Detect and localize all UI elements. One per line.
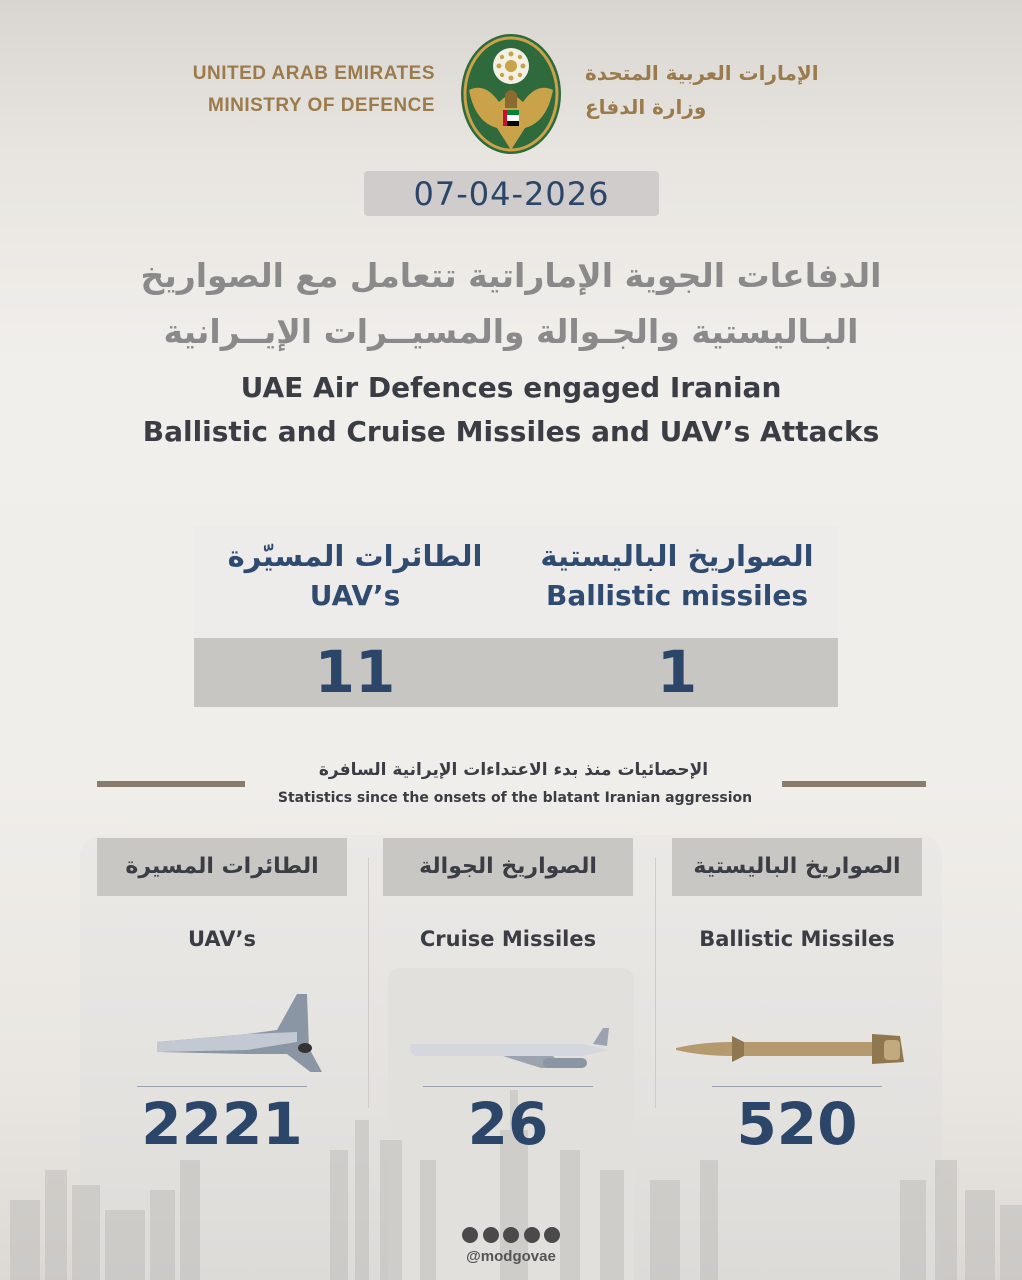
cumulative-uav-label-ar: الطائرات المسيرة [97,838,347,896]
cumulative-ballistic-count: 520 [736,1090,858,1158]
stats-heading-en: Statistics since the onsets of the blatant Iranian aggression [277,790,753,806]
cumulative-cruise [383,838,633,1159]
ministry-emblem-icon [455,32,567,162]
cumulative-uav-separator [137,1086,307,1087]
headline-en-line1: UAE Air Defences engaged Iranian [240,371,782,404]
cumulative-ballistic-label-ar: الصواريخ الباليستية [672,838,922,896]
org-line-country-ar: الإمارات العربية المتحدة [585,61,819,85]
youtube-icon[interactable] [503,1227,519,1243]
stats-heading-ar: الإحصائيات منذ بدء الاعتداءات الإيرانية السافرة [318,760,709,780]
headline-ar [80,248,942,360]
drone-icon [97,972,347,1072]
date-badge: 07-04-2026 [364,171,659,216]
today-ballistic-label-ar: الصواريخ الباليستية [540,539,814,573]
social-handle[interactable]: @modgovae [466,1248,556,1265]
x-icon[interactable] [462,1227,478,1243]
org-line-country-en: UNITED ARAB EMIRATES [192,63,435,84]
cumulative-cruise-label-en: Cruise Missiles [419,927,597,951]
today-uav-label-en: UAV’s [309,579,401,612]
org-line-ministry-ar: وزارة الدفاع [585,95,707,119]
org-name-en [150,58,435,122]
cumulative-ballistic-separator [712,1086,882,1087]
today-ballistic-count: 1 [516,638,838,707]
cumulative-cruise-count: 26 [467,1090,549,1158]
cumulative-cruise-separator [423,1086,593,1087]
instagram-icon[interactable] [483,1227,499,1243]
today-uav-count: 11 [194,638,516,707]
org-name-ar [585,56,875,124]
cruise-missile-icon [383,972,633,1072]
ballistic-missile-icon [672,972,922,1072]
cumulative-uav [97,838,347,1159]
headline-ar-line1: الدفاعات الجوية الإماراتية تتعامل مع الصواريخ [140,256,882,295]
column-divider-2 [655,858,656,1108]
headline-ar-line2: البـاليستية والجـوالة والمسيــرات الإيــرانية [163,312,859,351]
today-uav-card [194,526,516,707]
threads-icon[interactable] [544,1227,560,1243]
social-icons [462,1227,560,1243]
cumulative-ballistic-label-en: Ballistic Missiles [699,927,895,951]
column-divider-1 [368,858,369,1108]
headline-en-line2: Ballistic and Cruise Missiles and UAV’s Attacks [142,415,880,448]
today-ballistic-label-en: Ballistic missiles [546,579,808,612]
today-uav-label-ar: الطائرات المسيّرة [227,539,483,573]
cumulative-uav-count: 2221 [141,1090,303,1158]
today-ballistic-card [516,526,838,707]
facebook-icon[interactable] [524,1227,540,1243]
cumulative-ballistic [672,838,922,1159]
cumulative-cruise-label-ar: الصواريخ الجوالة [383,838,633,896]
org-line-ministry-en: MINISTRY OF DEFENCE [208,95,435,116]
cumulative-uav-label-en: UAV’s [188,927,256,951]
headline-en [60,366,962,454]
